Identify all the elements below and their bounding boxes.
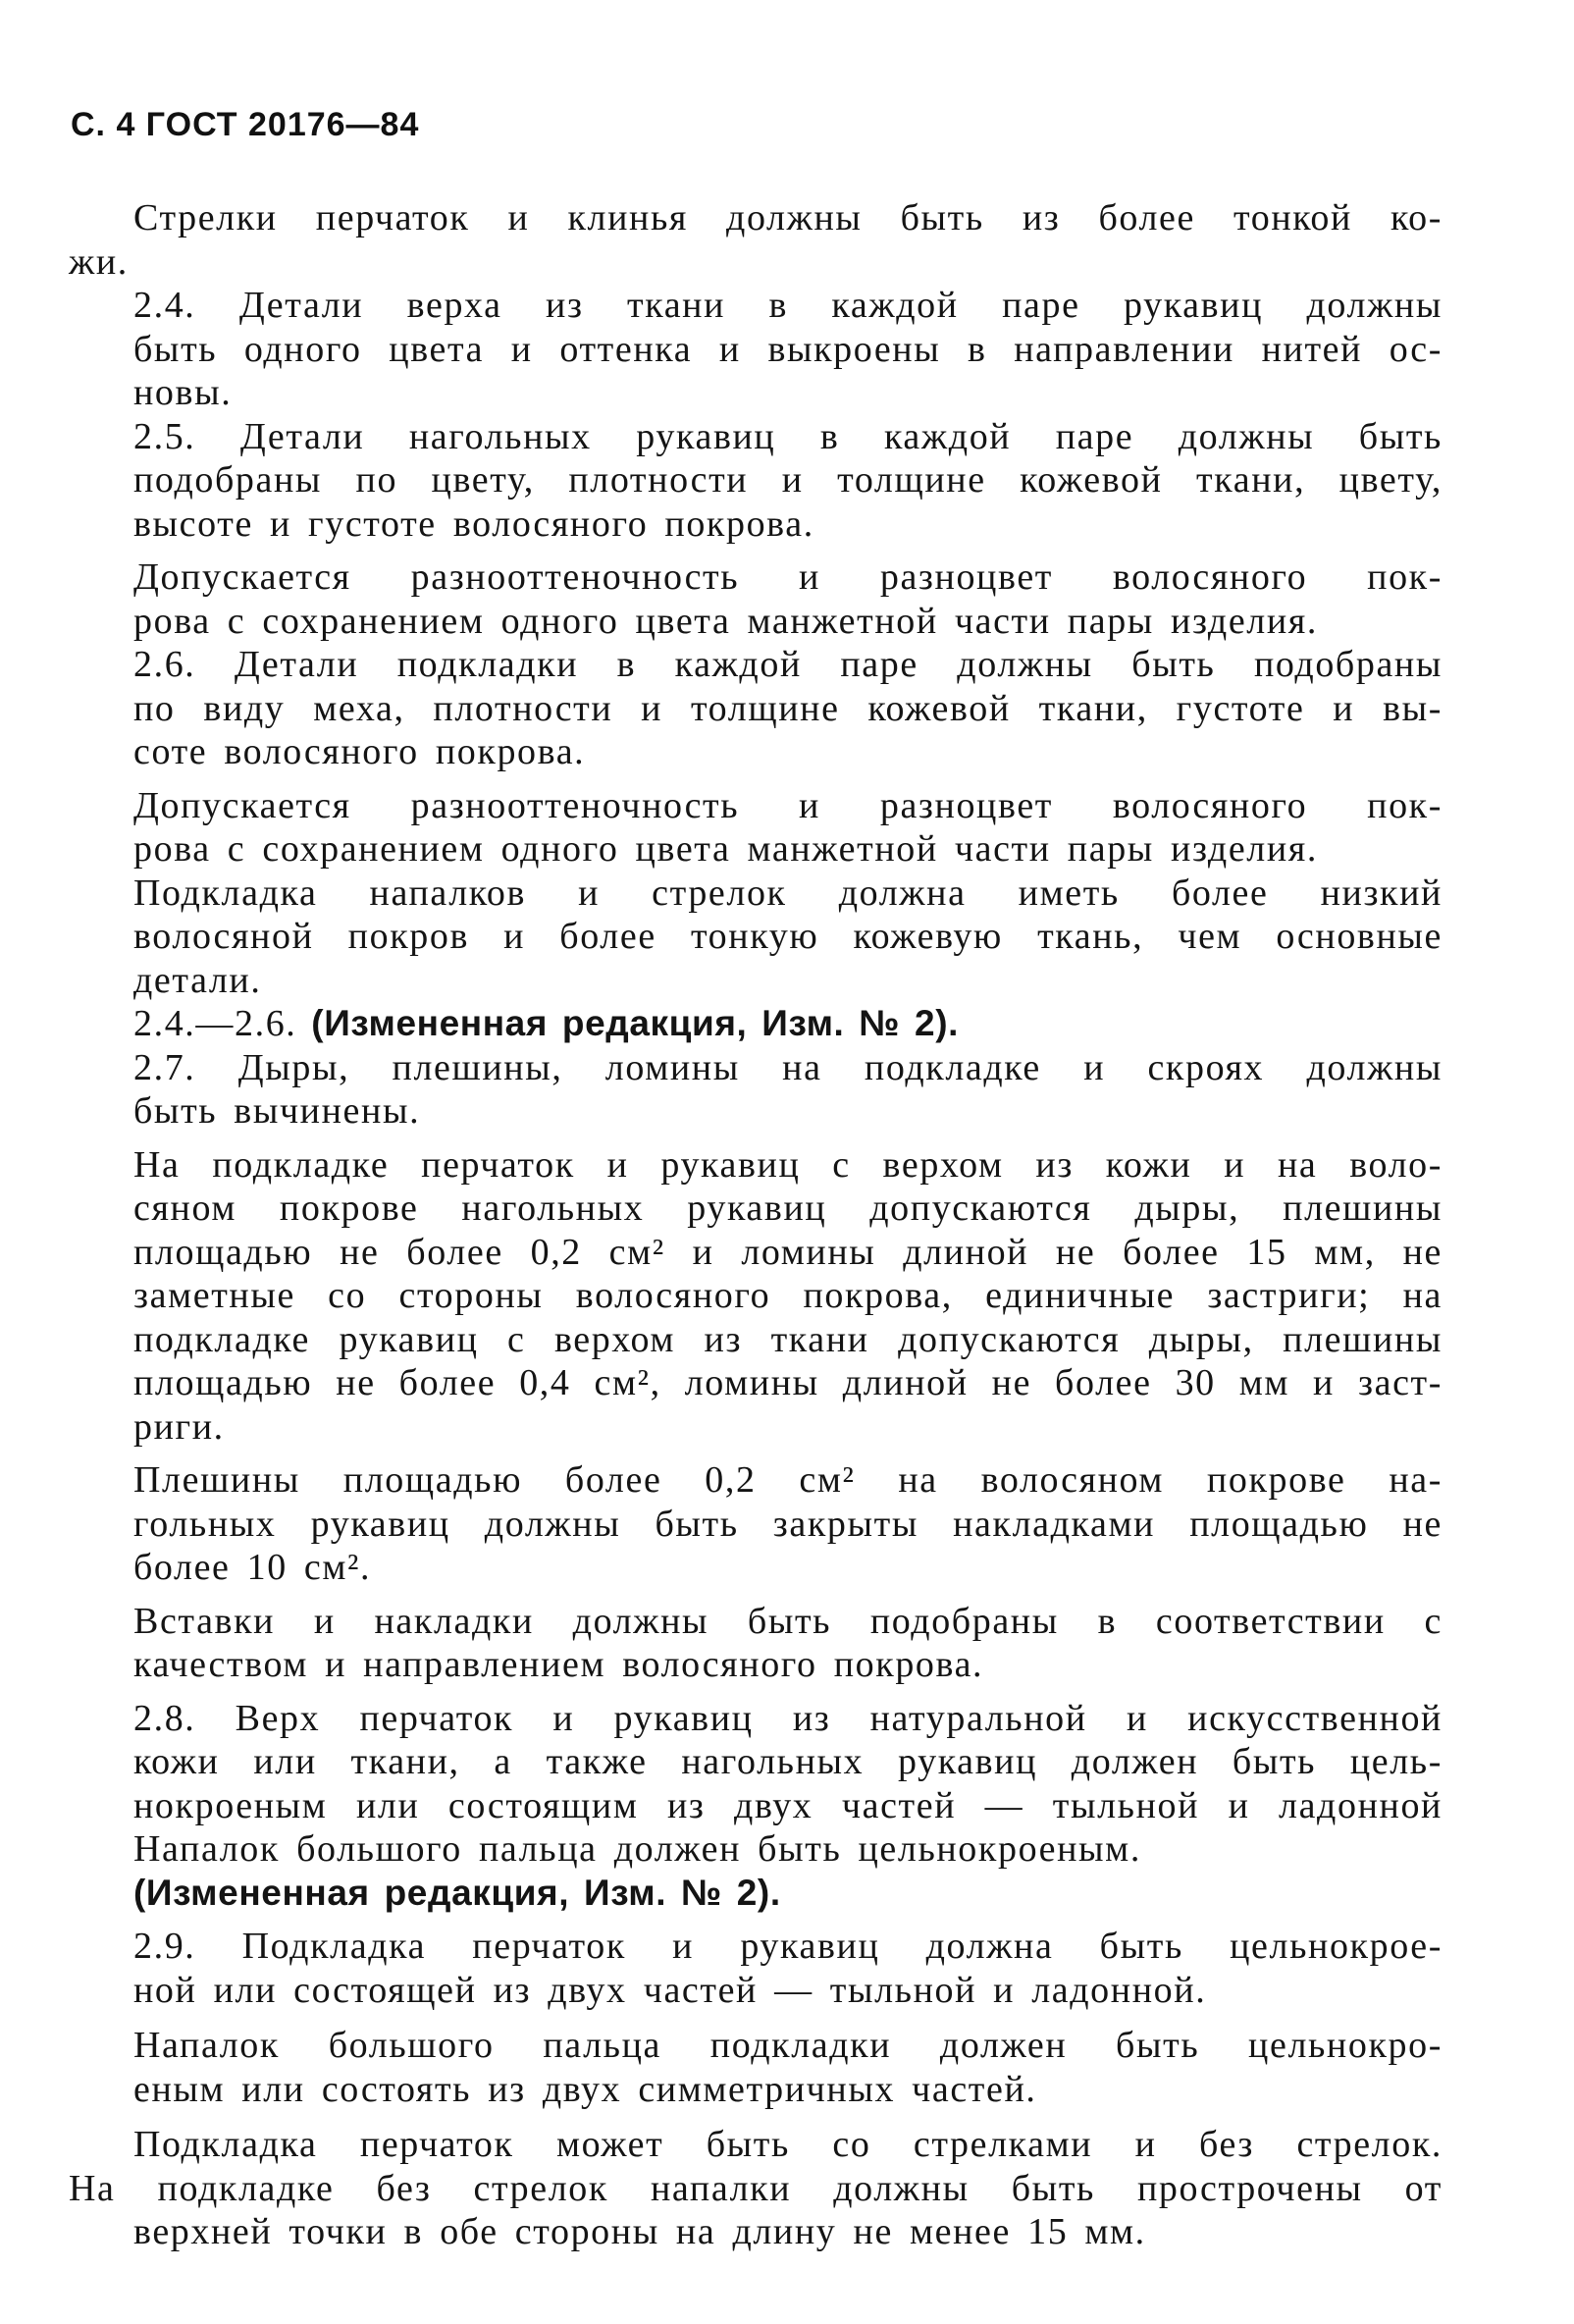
text-line: На подкладке без стрелок напалки должны быть прострочены от	[69, 2167, 1443, 2209]
text-line: соте волосяного покрова.	[133, 731, 586, 772]
text-line: 2.4. Детали верха из ткани в каждой паре рукавиц должны	[133, 285, 1443, 326]
text-line: рова с сохранением одного цвета манжетной части пары изделия.	[133, 828, 1318, 870]
text-line: Плешины площадью более 0,2 см² на волосяном покрове на-	[133, 1459, 1443, 1501]
text-line: нокроеным или состоящим из двух частей — тыльной и ладонной	[133, 1784, 1443, 1826]
paragraph-2-8	[69, 1697, 1443, 1872]
text-line: 2.5. Детали нагольных рукавиц в каждой паре должны быть	[133, 415, 1443, 457]
text-line: площадью не более 0,4 см², ломины длиной не более 30 мм и заст-	[133, 1362, 1443, 1403]
amendment-text: (Измененная редакция, Изм. № 2).	[311, 1003, 959, 1043]
paragraph-2-9	[69, 1925, 1443, 2012]
text-line: На подкладке перчаток и рукавиц с верхом из кожи и на воло-	[133, 1143, 1443, 1186]
paragraph-allowance-1	[69, 555, 1443, 643]
paragraph-bald-spots	[69, 1458, 1443, 1590]
text-line: волосяной покров и более тонкую кожевую ткань, чем основные	[133, 916, 1443, 957]
text-line: подобраны по цвету, плотности и толщине кожевой ткани, цвету,	[133, 459, 1443, 501]
text-line: быть вычинены.	[133, 1090, 421, 1132]
text-line: Подкладка напалков и стрелок должна иметь более низкий	[133, 872, 1443, 914]
text-line: 2.9. Подкладка перчаток и рукавиц должна быть цельнокрое-	[133, 1926, 1443, 1967]
paragraph-glove-lining-arrows	[69, 2123, 1443, 2254]
text-line: 2.7. Дыры, плешины, ломины на подкладке и скроях должны	[133, 1046, 1443, 1088]
text-line: высоте и густоте волосяного покрова.	[133, 502, 814, 545]
text-line: Допускается разнооттеночность и разноцвет волосяного пок-	[133, 556, 1443, 598]
text-line: сяном покрове нагольных рукавиц допускаются дыры, плешины	[133, 1188, 1443, 1229]
text-line: по виду меха, плотности и толщине кожевой ткани, густоте и вы-	[133, 687, 1443, 729]
text-line: Подкладка перчаток может быть со стрелками и без стрелок.	[133, 2124, 1443, 2165]
text-line: ной или состоящей из двух частей — тыльной и ладонной.	[133, 1969, 1207, 2011]
paragraph-inserts	[69, 1600, 1443, 1687]
page-header: С. 4 ГОСТ 20176—84	[71, 106, 420, 143]
text-line: площадью не более 0,2 см² и ломины длиной не более 15 мм, не	[133, 1231, 1443, 1273]
text-line: 2.8. Верх перчаток и рукавиц из натуральной и искусственной	[133, 1697, 1443, 1739]
text-line: верхней точки в обе стороны на длину не менее 15 мм.	[133, 2211, 1146, 2252]
text-line: 2.6. Детали подкладки в каждой паре должны быть подобраны	[133, 644, 1443, 685]
paragraph-lining-thumbs	[69, 872, 1443, 1003]
text-line: новы.	[133, 372, 233, 413]
paragraph-arrows-gussets	[69, 196, 1443, 284]
text-line: заметные со стороны волосяного покрова, единичные застриги; на	[133, 1275, 1443, 1316]
text-line: Стрелки перчаток и клинья должны быть из более тонкой ко-	[133, 197, 1443, 238]
text-line: гольных рукавиц должны быть закрыты накладками площадью не	[133, 1503, 1443, 1545]
paragraph-2-7	[69, 1046, 1443, 1134]
text-line: более 10 см².	[133, 1547, 372, 1588]
text-line: качеством и направлением волосяного покрова.	[133, 1644, 984, 1685]
text-line: жи.	[69, 240, 129, 283]
document-body	[69, 196, 1443, 2254]
text-line: быть одного цвета и оттенка и выкроены в направлении нитей ос-	[133, 328, 1443, 370]
clause-range: 2.4.—2.6.	[133, 1003, 297, 1044]
text-line: Вставки и накладки должны быть подобраны в соответствии с	[133, 1600, 1443, 1642]
paragraph-2-5	[69, 415, 1443, 547]
text-line: рова с сохранением одного цвета манжетной части пары изделия.	[133, 600, 1318, 642]
text-line: детали.	[133, 959, 262, 1001]
text-line: Напалок большого пальца должен быть цельнокроеным.	[133, 1828, 1141, 1870]
amendment-text: (Измененная редакция, Изм. № 2).	[133, 1872, 781, 1913]
paragraph-thumb-lining	[69, 2024, 1443, 2111]
text-line: риги.	[133, 1405, 225, 1448]
text-line: Напалок большого пальца подкладки должен быть цельнокро-	[133, 2025, 1443, 2066]
text-line: Допускается разнооттеночность и разноцвет волосяного пок-	[133, 784, 1443, 826]
text-line: еным или состоять из двух симметричных частей.	[133, 2068, 1037, 2110]
amendment-note-2-8	[69, 1872, 1443, 1916]
text-line: кожи или ткани, а также нагольных рукавиц должен быть цель-	[133, 1741, 1443, 1782]
amendment-note-2-4-2-6	[69, 1002, 1443, 1046]
paragraph-2-6	[69, 643, 1443, 774]
text-line: подкладке рукавиц с верхом из ткани допускаются дыры, плешины	[133, 1318, 1443, 1360]
paragraph-2-4	[69, 284, 1443, 415]
paragraph-allowance-2	[69, 784, 1443, 872]
paragraph-lining-defects	[69, 1143, 1443, 1450]
